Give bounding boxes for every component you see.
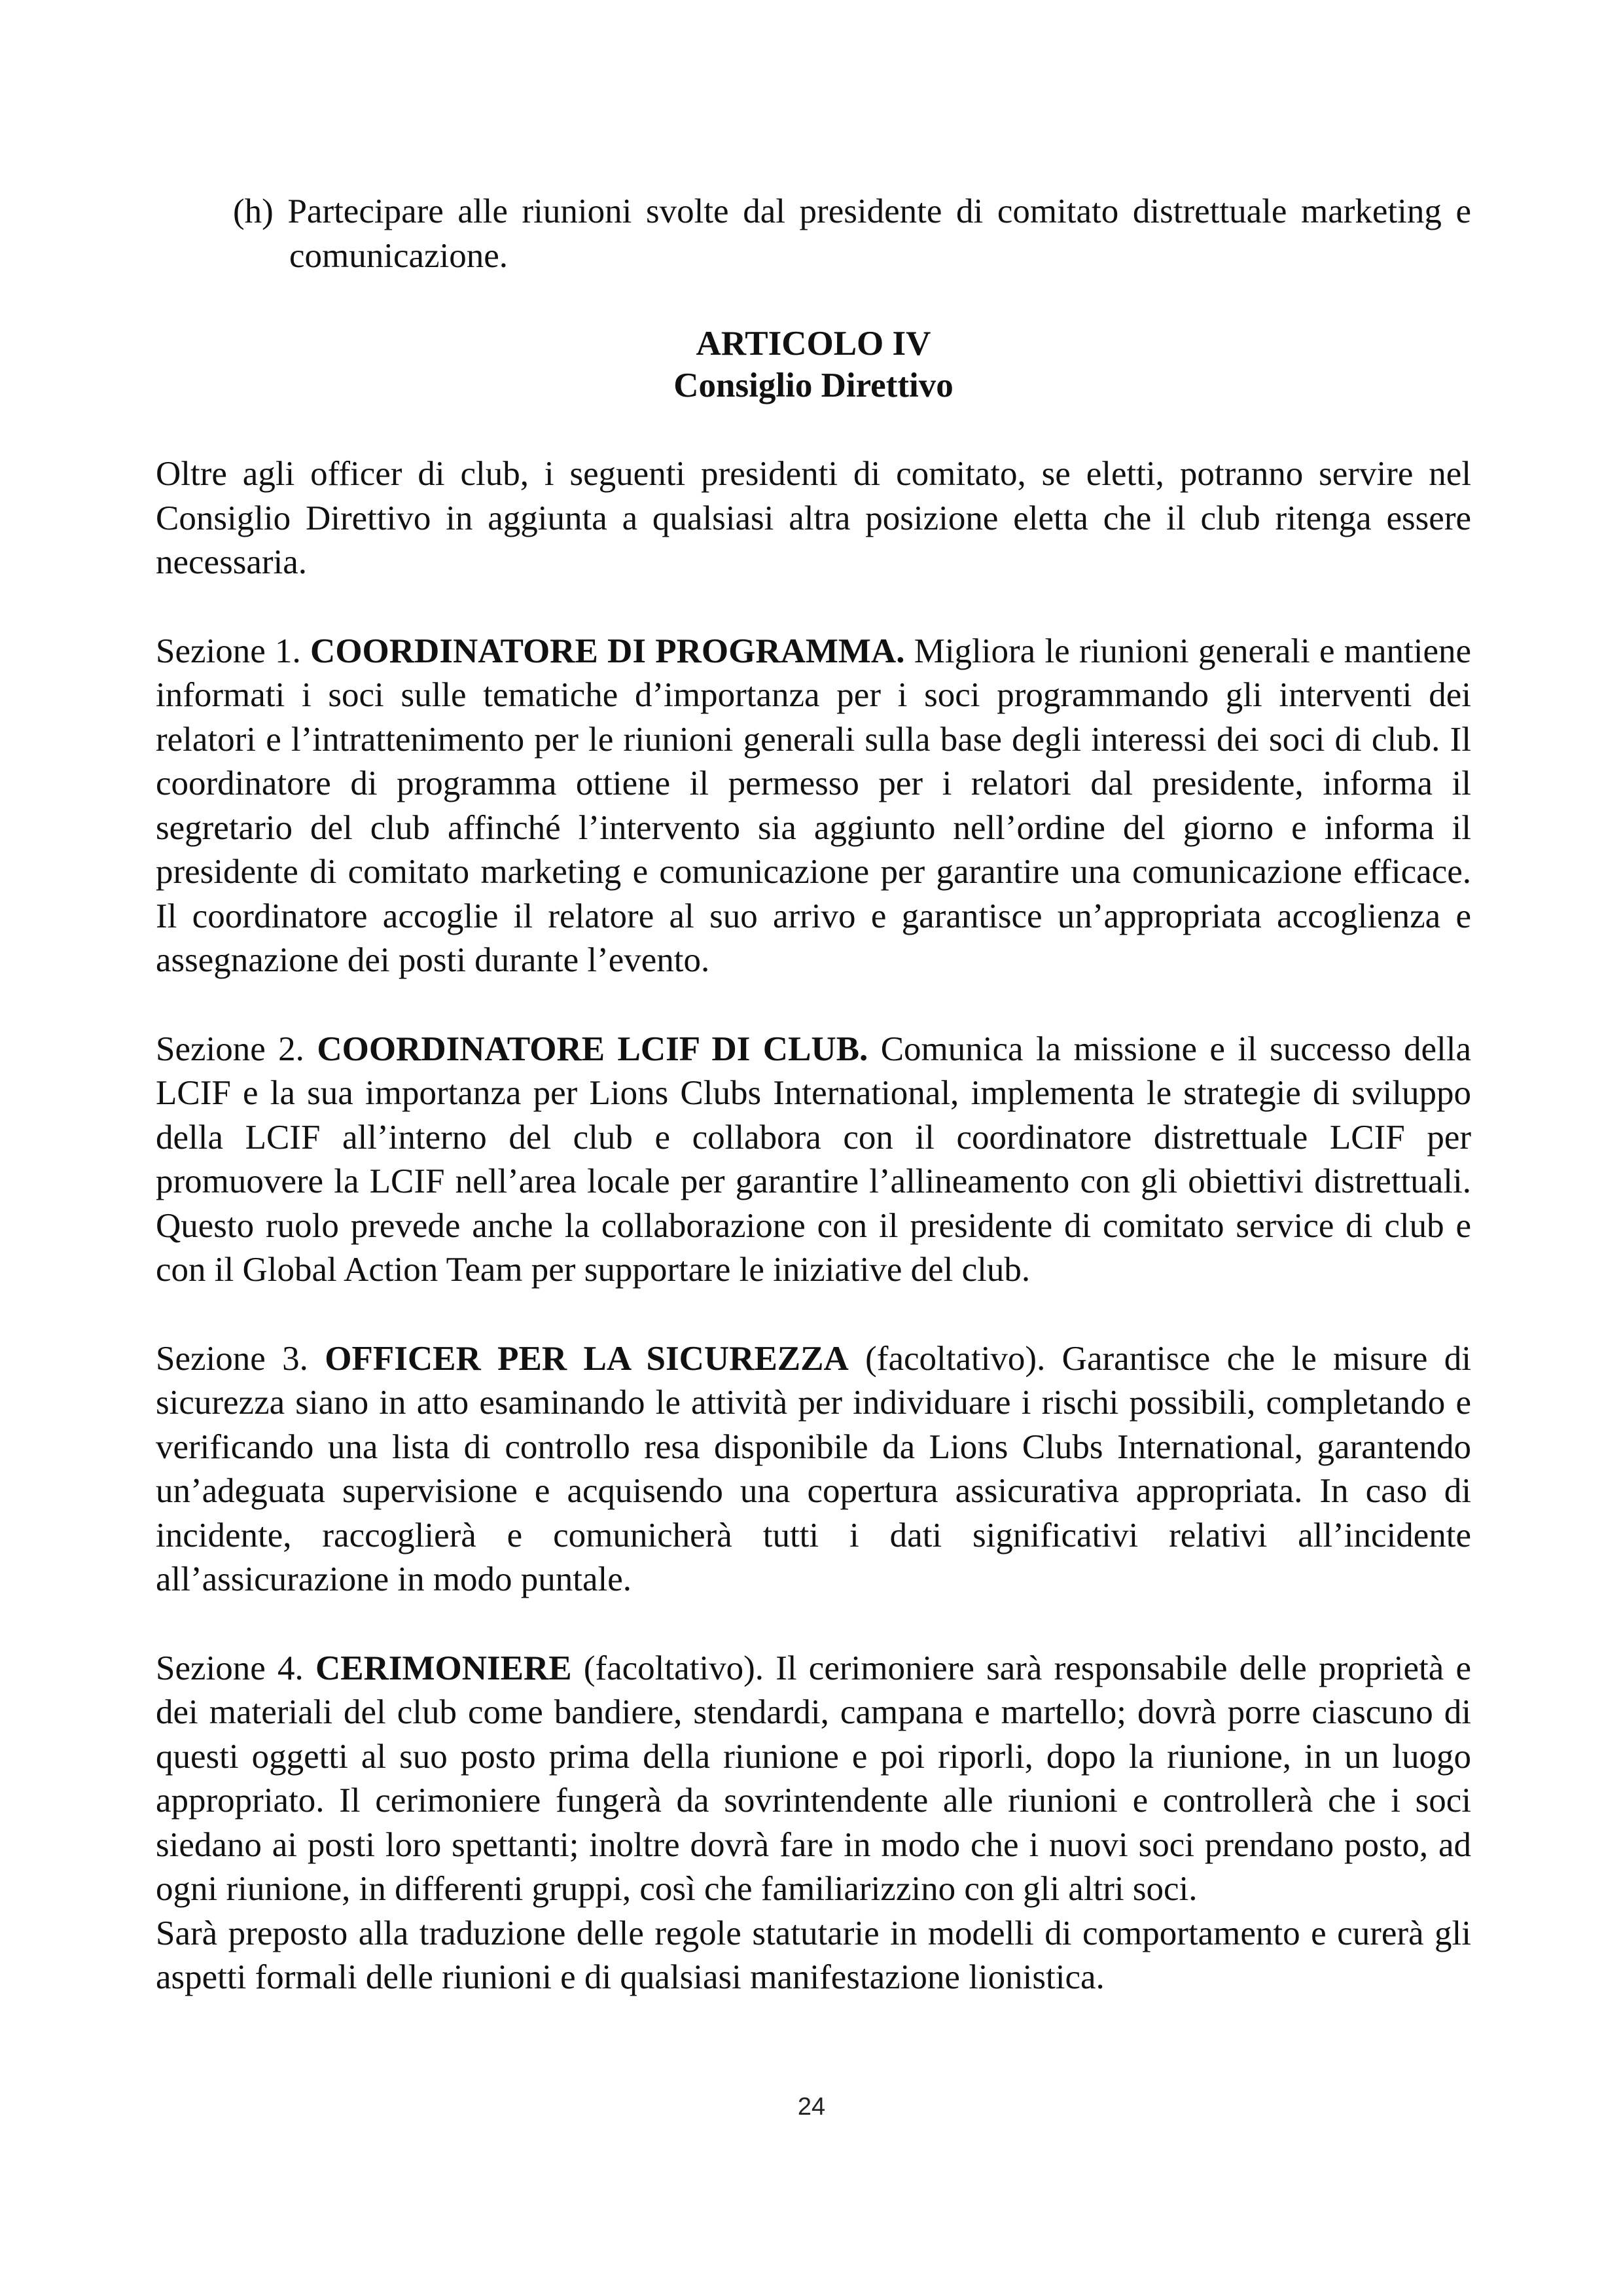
section-label: Sezione 1. — [156, 632, 301, 670]
document-page — [156, 190, 1471, 2000]
section-label: Sezione 2. — [156, 1030, 304, 1068]
list-item-h-text — [233, 190, 1471, 278]
section-paragraph-3 — [156, 1337, 1471, 1602]
section-label: Sezione 3. — [156, 1339, 308, 1378]
section-paragraph-2 — [156, 1028, 1471, 1293]
section-heading: CERIMONIERE — [315, 1649, 572, 1687]
section-heading: OFFICER PER LA SICUREZZA — [325, 1339, 849, 1378]
closing-paragraph: Sarà preposto alla traduzione delle regole statutarie in modelli di comportamento e curerà gli aspetti formali delle riunioni e di qualsiasi manifestazione lionistica. — [156, 1914, 1471, 1996]
section-body: Comunica la missione e il successo della LCIF e la sua importanza per Lions Clubs International, implementa le strategie di sviluppo della LCIF all’interno del club e collabora con il coordinatore distrettuale LCIF per promuovere la LCIF nell’area locale per garantire l’allineamento con gli obiettivi distrettuali. Questo ruolo prevede anche la collaborazione con il presidente di comitato service di club e con il Global Action Team per supportare le iniziative del club. — [156, 1030, 1472, 1289]
list-item-h — [233, 190, 1471, 278]
section-body: (facoltativo). Il cerimoniere sarà responsabile delle proprietà e dei materiali del club come bandiere, stendardi, campana e martello; dovrà porre ciascuno di questi oggetti al suo posto prima della riunione e poi riporli, dopo la riunione, in un luogo appropriato. Il cerimoniere fungerà da sovrintendente alle riunioni e controllerà che i soci siedano ai posti loro spettanti; inoltre dovrà fare in modo che i nuovi soci prendano posto, ad ogni riunione, in differenti gruppi, così che familiarizzino con gli altri soci. — [156, 1649, 1472, 1908]
section-heading: COORDINATORE LCIF DI CLUB. — [317, 1030, 868, 1068]
article-number: ARTICOLO IV — [696, 325, 931, 363]
list-item-marker: (h) — [233, 192, 274, 230]
section-body: Migliora le riunioni generali e mantiene informati i soci sulle tematiche d’importanza per i soci programmando gli interventi dei relatori e l’intrattenimento per le riunioni generali sulla base degli interessi dei soci di club. Il coordinatore di programma ottiene il permesso per i relatori dal presidente, informa il segretario del club affinché l’intervento sia aggiunto nell’ordine del giorno e informa il presidente di comitato marketing e comunicazione per garantire una comunicazione efficace. Il coordinatore accoglie il relatore al suo arrivo e garantisce un’appropriata accoglienza e assegnazione dei posti durante l’evento. — [156, 632, 1471, 979]
section-heading: COORDINATORE DI PROGRAMMA. — [310, 632, 905, 670]
page-number: 24 — [797, 2093, 826, 2121]
article-heading — [156, 323, 1471, 406]
section-label: Sezione 4. — [156, 1649, 304, 1687]
intro-paragraph: Oltre agli officer di club, i seguenti presidenti di comitato, se eletti, potranno servire nel Consiglio Direttivo in aggiunta a qualsiasi altra posizione eletta che il club ritenga essere necessaria. — [156, 455, 1471, 581]
section-body: (facoltativo). Garantisce che le misure di sicurezza siano in atto esaminando le attività per individuare i rischi possibili, completando e verificando una lista di controllo resa disponibile da Lions Clubs International, garantendo un’adeguata supervisione e acquisendo una copertura assicurativa appropriata. In caso di incidente, raccoglierà e comunicherà tutti i dati significativi relativi all’incidente all’assicurazione in modo puntale. — [156, 1339, 1471, 1598]
list-item-body: Partecipare alle riunioni svolte dal presidente di comitato distrettuale marketing e comunicazione. — [287, 192, 1471, 275]
article-title: Consiglio Direttivo — [673, 367, 954, 404]
section-paragraph-4 — [156, 1647, 1471, 1912]
section-paragraph-1 — [156, 630, 1471, 983]
